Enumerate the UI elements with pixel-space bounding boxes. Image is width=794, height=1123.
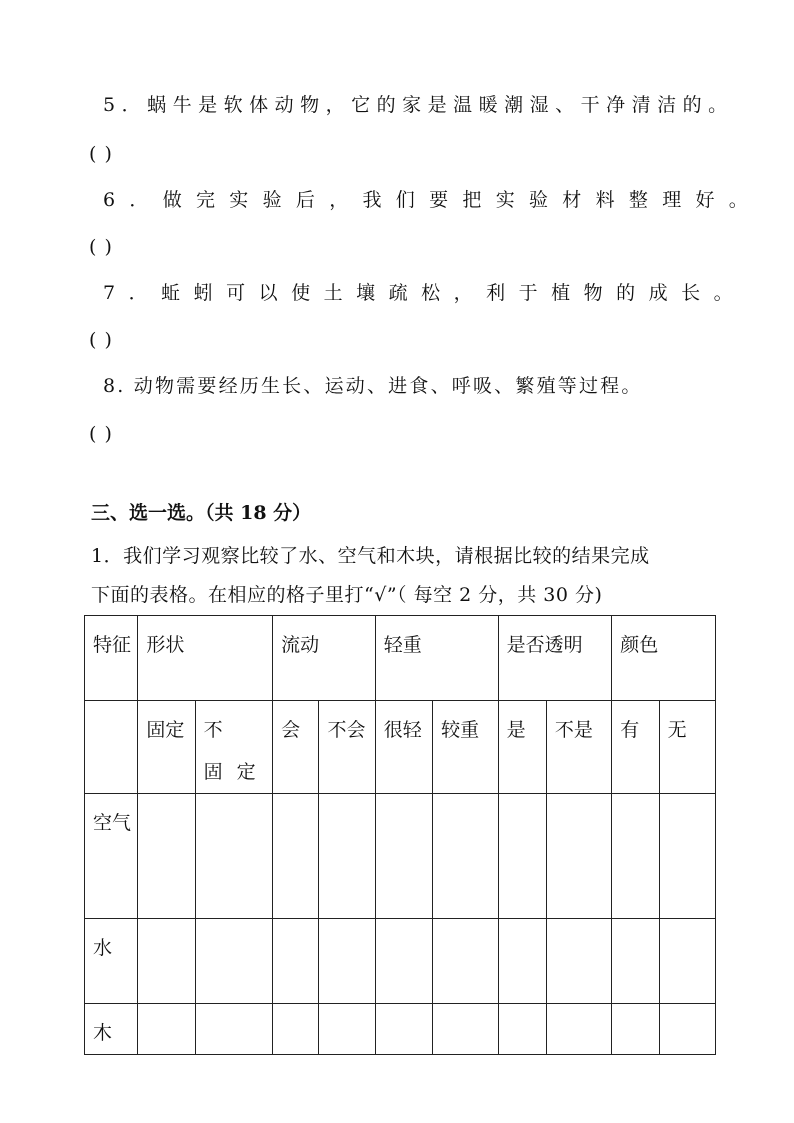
table-header-row: [85, 616, 716, 701]
comparison-table: [84, 615, 716, 1055]
answer-cell[interactable]: [433, 794, 498, 919]
answer-cell[interactable]: [612, 919, 659, 1004]
question-6: 6．做完实验后，我们要把实验材料整理好。: [103, 189, 763, 211]
table-row: [85, 794, 716, 919]
question-5: 5．蜗牛是软体动物，它的家是温暖潮湿、干净清洁的。: [103, 94, 734, 116]
answer-cell[interactable]: [195, 1004, 272, 1055]
subheader-has-color: 有: [612, 701, 659, 794]
row-label-wood: 木: [85, 1004, 138, 1055]
answer-cell[interactable]: [546, 794, 611, 919]
section-intro-line2: 下面的表格。在相应的格子里打“√”（ 每空 2 分，共 30 分): [91, 584, 603, 606]
table-subheader-row: [85, 701, 716, 794]
answer-paren-7[interactable]: ( ): [89, 329, 113, 351]
section-intro-line1: 1．我们学习观察比较了水、空气和木块，请根据比较的结果完成: [91, 545, 650, 567]
answer-cell[interactable]: [546, 1004, 611, 1055]
weight-header: 轻重: [375, 616, 498, 701]
table-row: [85, 919, 716, 1004]
answer-cell[interactable]: [375, 919, 432, 1004]
question-7: 7．蚯蚓可以使土壤疏松，利于植物的成长。: [103, 282, 747, 304]
answer-cell[interactable]: [273, 1004, 319, 1055]
subheader-not-fixed: 不 固定: [195, 701, 272, 794]
subheader-no: 不是: [546, 701, 611, 794]
answer-cell[interactable]: [546, 919, 611, 1004]
answer-cell[interactable]: [273, 919, 319, 1004]
answer-cell[interactable]: [195, 919, 272, 1004]
answer-paren-5[interactable]: ( ): [89, 143, 113, 165]
answer-cell[interactable]: [273, 794, 319, 919]
answer-cell[interactable]: [375, 1004, 432, 1055]
answer-cell[interactable]: [375, 794, 432, 919]
answer-cell[interactable]: [319, 1004, 375, 1055]
answer-cell[interactable]: [319, 794, 375, 919]
question-8: 8. 动物需要经历生长、运动、进食、呼吸、繁殖等过程。: [103, 375, 643, 397]
subheader-heavier: 较重: [433, 701, 498, 794]
section-heading: 三、选一选。（共 18 分）: [91, 502, 312, 524]
empty-corner-cell: [85, 701, 138, 794]
answer-cell[interactable]: [498, 1004, 546, 1055]
subheader-no-color: 无: [659, 701, 715, 794]
row-label-water: 水: [85, 919, 138, 1004]
answer-cell[interactable]: [498, 794, 546, 919]
answer-cell[interactable]: [195, 794, 272, 919]
transparent-header: 是否透明: [498, 616, 612, 701]
answer-cell[interactable]: [612, 794, 659, 919]
feature-header: 特征: [85, 616, 138, 701]
answer-cell[interactable]: [498, 919, 546, 1004]
subheader-fixed: 固定: [138, 701, 195, 794]
flow-header: 流动: [273, 616, 376, 701]
answer-cell[interactable]: [659, 1004, 715, 1055]
answer-cell[interactable]: [138, 794, 195, 919]
subheader-yes: 是: [498, 701, 546, 794]
answer-cell[interactable]: [659, 794, 715, 919]
subheader-cannot-flow: 不会: [319, 701, 375, 794]
answer-cell[interactable]: [433, 919, 498, 1004]
answer-paren-6[interactable]: ( ): [89, 236, 113, 258]
table-row: [85, 1004, 716, 1055]
color-header: 颜色: [612, 616, 716, 701]
answer-cell[interactable]: [659, 919, 715, 1004]
row-label-air: 空气: [85, 794, 138, 919]
answer-cell[interactable]: [433, 1004, 498, 1055]
subheader-very-light: 很轻: [375, 701, 432, 794]
answer-cell[interactable]: [138, 1004, 195, 1055]
answer-paren-8[interactable]: ( ): [89, 423, 113, 445]
shape-header: 形状: [138, 616, 273, 701]
answer-cell[interactable]: [138, 919, 195, 1004]
answer-cell[interactable]: [612, 1004, 659, 1055]
subheader-can-flow: 会: [273, 701, 319, 794]
answer-cell[interactable]: [319, 919, 375, 1004]
